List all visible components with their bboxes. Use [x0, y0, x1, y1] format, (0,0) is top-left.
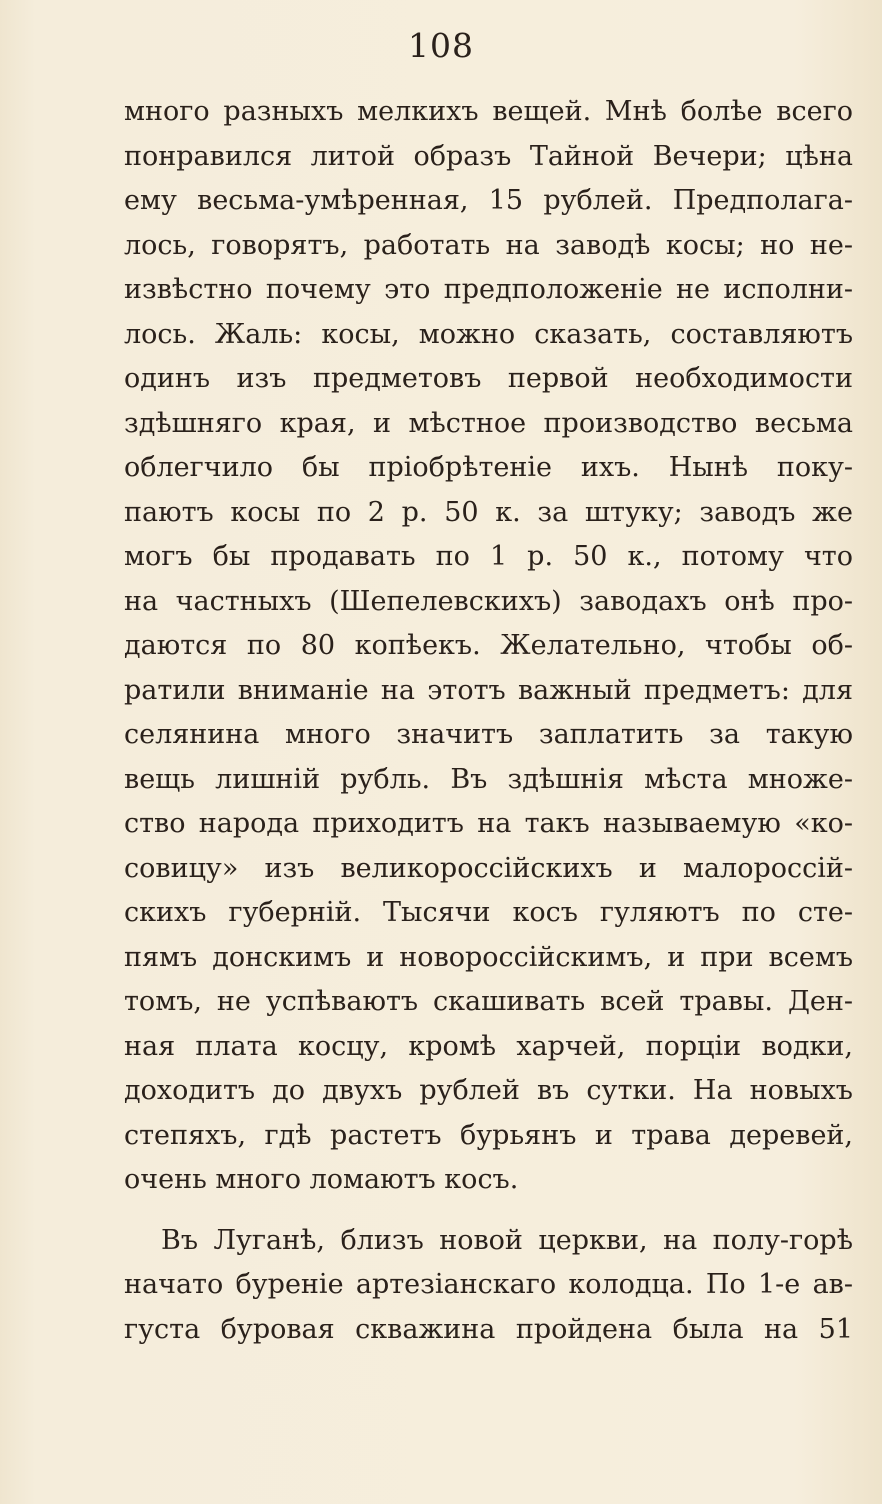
paragraph-gap	[124, 1203, 853, 1219]
text-line: паютъ косы по 2 р. 50 к. за штуку; заводъ же	[124, 496, 853, 528]
text-line: ему весьма-умѣренная, 15 рублей. Предполага-	[124, 185, 853, 216]
page-number: 108	[408, 26, 474, 65]
text-line: одинъ изъ предметовъ первой необходимости	[124, 363, 853, 394]
text-line: ная плата косцу, кромѣ харчей, порціи водки,	[124, 1030, 853, 1062]
text-line: даются по 80 копѣекъ. Желательно, чтобы об-	[124, 630, 853, 661]
text-line: степяхъ, гдѣ растетъ бурьянъ и трава деревей,	[124, 1119, 853, 1151]
text-line: селянина много значитъ заплатить за такую	[124, 719, 853, 750]
body-text	[124, 90, 853, 1352]
text-line: облегчило бы пріобрѣтеніе ихъ. Нынѣ поку-	[124, 452, 853, 483]
text-line: много разныхъ мелкихъ вещей. Мнѣ болѣе всего	[124, 96, 853, 127]
paragraph	[124, 1219, 853, 1353]
text-line: пямъ донскимъ и новороссійскимъ, и при всемъ	[124, 941, 853, 973]
text-line: лось, говорятъ, работать на заводѣ косы; но не-	[124, 229, 853, 261]
text-line: очень много ломаютъ косъ.	[124, 1164, 519, 1195]
text-line: извѣстно почему это предположеніе не исполни-	[124, 274, 853, 305]
text-line: ство народа приходитъ на такъ называемую «ко-	[124, 808, 853, 839]
text-line: Въ Луганѣ, близъ новой церкви, на полу-горѣ	[161, 1224, 853, 1256]
text-line: ратили вниманіе на этотъ важный предметъ: для	[124, 674, 853, 706]
text-line: могъ бы продавать по 1 р. 50 к., потому что	[124, 541, 853, 572]
text-line: понравился литой образъ Тайной Вечери; цѣна	[124, 140, 853, 172]
text-line: скихъ губерній. Тысячи косъ гуляютъ по сте-	[124, 897, 853, 928]
paragraph	[124, 90, 853, 1203]
text-line: томъ, не успѣваютъ скашивать всей травы. Ден-	[124, 986, 853, 1017]
text-line: доходитъ до двухъ рублей въ сутки. На новыхъ	[124, 1075, 853, 1106]
text-line: вещь лишній рубль. Въ здѣшнія мѣста множе-	[124, 763, 853, 795]
text-line: здѣшняго края, и мѣстное производство весьма	[124, 407, 853, 439]
text-line: начато буреніе артезіанскаго колодца. По 1-е ав-	[124, 1269, 853, 1300]
text-line: совицу» изъ великороссійскихъ и малороссій-	[124, 852, 853, 884]
text-line: густа буровая скважина пройдена была на 51	[124, 1313, 853, 1345]
text-line: лось. Жаль: косы, можно сказать, составляютъ	[124, 318, 853, 350]
text-line: на частныхъ (Шепелевскихъ) заводахъ онѣ про-	[124, 585, 853, 617]
